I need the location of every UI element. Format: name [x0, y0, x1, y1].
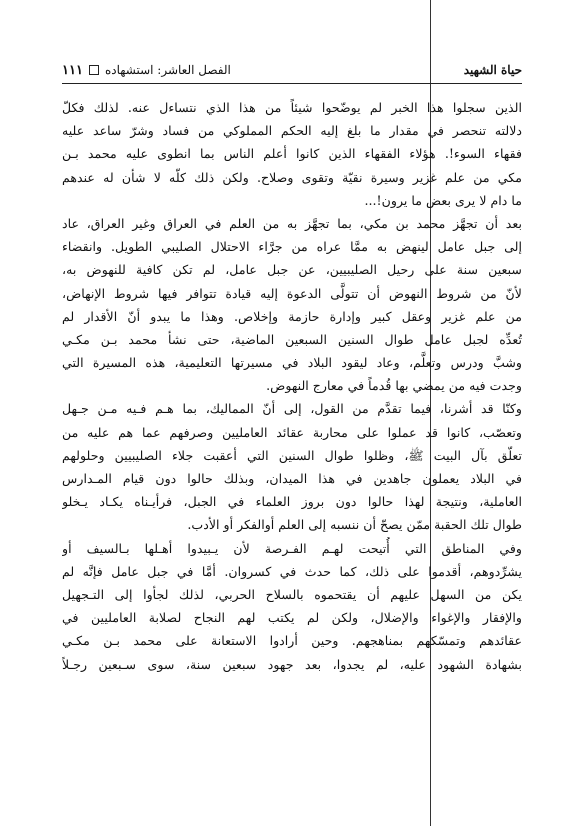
book-title: حياة الشهيد: [463, 63, 522, 77]
text-line: العاملية، ونتيجة لهذا حالوا دون بروز العلماء في الجبل، فرأيـناه يكـاد يـخلو: [62, 494, 522, 510]
text-line: سبعين سنة على رحيل الصليبيين، عن جبل عامل، لم تكن كافية للنهوض به،: [62, 262, 522, 278]
text-line: وفي المناطق التي أُتيحت لهـم الفـرصة لأن يـبيدوا أهـلها بـالسيف أو: [62, 540, 522, 556]
text-line: طوال تلك الحقبة ممّن يصحّ أن ننسبه إلى العلم أوالفكر أو الأدب.: [187, 517, 522, 533]
text-line: وشبَّ ودرس وتعلَّم، وعاد ليقود البلاد في مسيرتها التعليمية، هذه المسيرة التي: [62, 355, 522, 371]
body-text: [62, 96, 522, 676]
text-line: وكنّا قد أشرنا، فيما تقدَّم من القول، إلى أنّ المماليك، بما هـم فـيه مـن جـهل: [62, 401, 522, 417]
text-line: تُعدِّه لجبل عامل طوال السنين السبعين الماضية، حتى نشأ محمد بـن مكـي: [62, 331, 522, 347]
page-header: [62, 60, 522, 84]
text-line: وجدت فيه من يمضي بها قُدماً في معارج النهوض.: [266, 378, 522, 394]
text-line: إلى جبل عامل لينهض به ممَّا عراه من جرَّاء الاحتلال الصليبي الطويل. وانقضاء: [62, 239, 522, 255]
text-line: من علم غزير وعقل كبير وإدارة حازمة وإخلاص. وهذا ما يبدو أنّ الأقدار لم: [62, 308, 522, 324]
text-line: لأنّ من شروط النهوض أن تتولَّى الدعوة إليه قيادة تتوافر فيها شروط الإنهاض،: [62, 285, 522, 301]
text-line: بشهادة الشهود عليه، لم يجدوا، بعد جهود سبعين سنة، سوى سـبعين رجـلاً: [62, 656, 522, 672]
text-line: عقائدهم وتمسّكهم بمناهجهم. وحين أرادوا الاستعانة على محمد بـن مكـي: [62, 633, 522, 649]
text-line: دلالته تنحصر في مقدار ما بلغ إليه الحكم المملوكي من فساد وشرّ ساعد عليه: [62, 123, 522, 139]
separator-box-icon: [89, 65, 99, 75]
text-line: يشرِّدوهم، أقدموا على ذلك، كما حدث في كسروان. أمَّا في جبل عامل فإنَّه لم: [62, 563, 522, 579]
text-line: وتعصّب، كانوا قد عملوا على محاربة عقائد العامليين وصرفهم عما هم عليه من: [62, 424, 522, 440]
text-line: تعلّق بآل البيت ﷺ، وظلوا طوال السنين التي أعقبت جلاء الصليبيين وحلولهم: [62, 447, 522, 463]
text-line: في البلاد يعملون جاهدين في هذا الميدان، وبذلك حالوا دون قيام المـدارس: [62, 471, 522, 486]
page-number: ١١١: [62, 62, 83, 78]
chapter-title: الفصل العاشر: استشهاده: [104, 63, 231, 77]
text-line: مكي من علم غزير وسيرة نقيّة وتقوى وصلاح. ولكن ذلك كلّه لا شأن له عندهم: [62, 169, 522, 185]
text-line: يكن من السهل عليهم أن يقتحموه بالسلاح الحربي، لذلك لجأوا إلى التـجهيل: [62, 586, 522, 602]
text-line: والإفقار والإغواء والإضلال، ولكن لم يكتب لهم النجاح لصلابة العامليين في: [62, 610, 522, 626]
chapter-heading: [62, 63, 231, 78]
text-line: الذين سجلوا هذا الخبر لم يوضّحوا شيئاً من هذا الذي نتساءل عنه. لذلك فكلّ: [62, 100, 522, 115]
text-line: بعد أن تجهَّز محمد بن مكي، بما تجهَّز به من العلم في العراق وغير العراق، عاد: [62, 215, 522, 231]
text-line: فقهاء السوء!. هؤلاء الفقهاء الذين كانوا أعلم الناس بما انطوى عليه محمد بـن: [62, 146, 522, 162]
text-line: ما دام لا يرى بعض ما يرون!...: [364, 192, 522, 208]
